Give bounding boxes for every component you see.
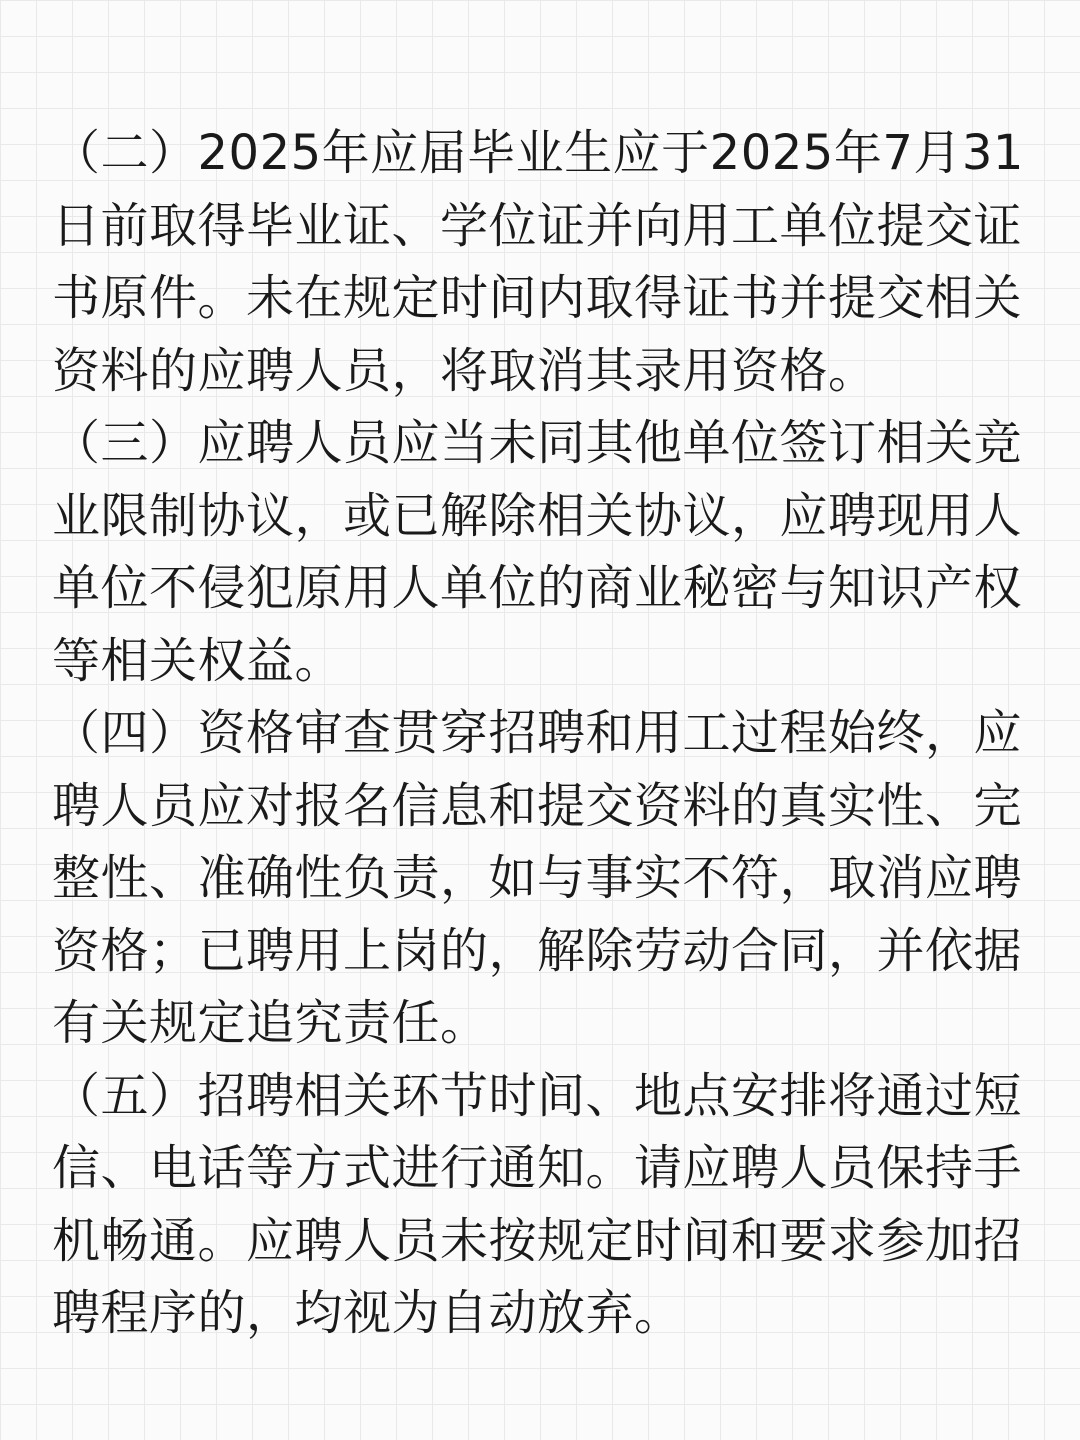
text-line: 机畅通。应聘人员未按规定时间和要求参加招 [52, 1212, 1023, 1269]
paragraph-4 [52, 697, 1032, 1060]
text-line: （五）招聘相关环节时间、地点安排将通过短 [52, 1067, 1023, 1124]
text-line: （二）2025年应届毕业生应于2025年7月31 [52, 125, 1024, 181]
text-line: 聘人员应对报名信息和提交资料的真实性、完 [52, 777, 1023, 834]
paragraph-2 [52, 117, 1032, 407]
text-line: 单位不侵犯原用人单位的商业秘密与知识产权 [52, 560, 1023, 616]
paragraph-5 [52, 1060, 1032, 1350]
text-line: 日前取得毕业证、学位证并向用工单位提交证 [52, 197, 1023, 254]
text-line: 有关规定追究责任。 [52, 995, 489, 1051]
text-line: 聘程序的，均视为自动放弃。 [52, 1285, 683, 1341]
text-line: 等相关权益。 [52, 632, 344, 689]
text-line: （三）应聘人员应当未同其他单位签订相关竞 [52, 415, 1023, 471]
document-body [52, 117, 1032, 1350]
text-line: 资料的应聘人员，将取消其录用资格。 [52, 342, 877, 399]
text-line: 整性、准确性负责，如与事实不符，取消应聘 [52, 850, 1023, 906]
text-line: 信、电话等方式进行通知。请应聘人员保持手 [52, 1140, 1023, 1196]
text-line: （四）资格审查贯穿招聘和用工过程始终，应 [52, 705, 1023, 761]
text-line: 书原件。未在规定时间内取得证书并提交相关 [52, 270, 1023, 326]
text-line: 业限制协议，或已解除相关协议，应聘现用人 [52, 487, 1023, 544]
paragraph-3 [52, 407, 1032, 697]
text-line: 资格；已聘用上岗的，解除劳动合同，并依据 [52, 922, 1023, 979]
